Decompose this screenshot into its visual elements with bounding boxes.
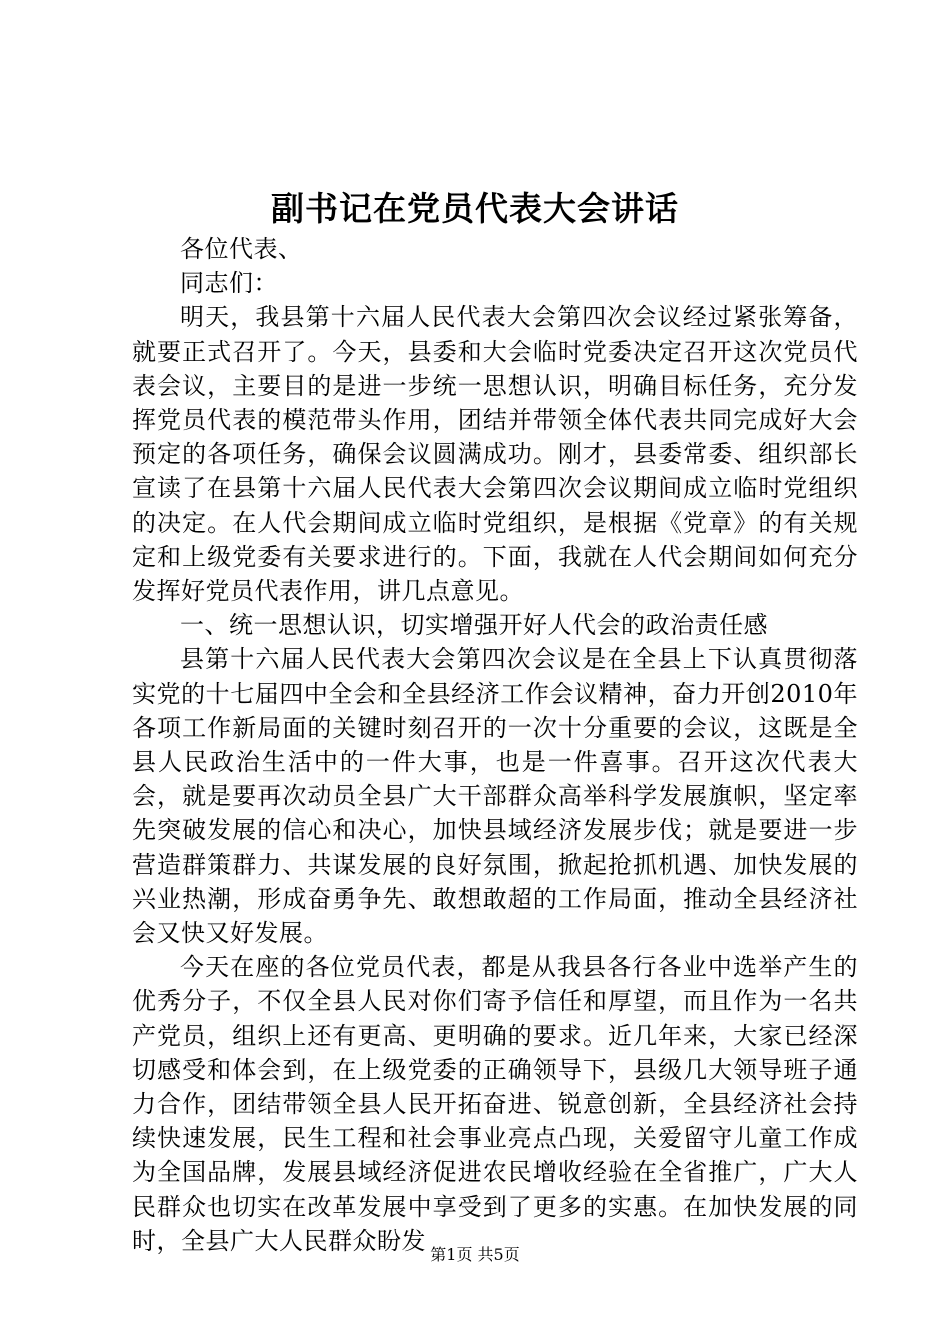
paragraph-intro: 明天，我县第十六届人民代表大会第四次会议经过紧张筹备，就要正式召开了。今天，县委和大会临时党委决定召开这次党员代表会议，主要目的是进一步统一思想认识，明确目标任务，充分发挥党员代表的模范带头作用，团结并带领全体代表共同完成好大会预定的各项任务，确保会议圆满成功。刚才，县委常委、组织部长宣读了在县第十六届人民代表大会第四次会议期间成立临时党组织的决定。在人代会期间成立临时党组织，是根据《党章》的有关规定和上级党委有关要求进行的。下面，我就在人代会期间如何充分发挥好党员代表作用，讲几点意见。 (132, 303, 858, 606)
document-body (132, 232, 858, 1258)
paragraph-delegates: 今天在座的各位党员代表，都是从我县各行各业中选举产生的优秀分子，不仅全县人民对你们寄予信任和厚望，而且作为一名共产党员，组织上还有更高、更明确的要求。近几年来，大家已经深切感受和体会到，在上级党委的正确领导下，县级几大领导班子通力合作，团结带领全县人民开拓奋进、锐意创新，全县经济社会持续快速发展，民生工程和社会事业亮点凸现，关爱留守儿童工作成为全国品牌，发展县域经济促进农民增收经验在全省推广，广大人民群众也切实在改革发展中享受到了更多的实惠。在加快发展的同时，全县广大人民群众盼发 (132, 953, 858, 1255)
salutation-line-2: 同志们： (180, 269, 278, 298)
document-title: 副书记在党员代表大会讲话 (271, 189, 679, 228)
section-heading-1: 一、统一思想认识，切实增强开好人代会的政治责任感 (180, 611, 768, 640)
page-footer: 第1页 共5页 (430, 1245, 520, 1264)
paragraph-section-1: 县第十六届人民代表大会第四次会议是在全县上下认真贯彻落实党的十七届四中全会和全县经济工作会议精神，奋力开创2010年各项工作新局面的关键时刻召开的一次十分重要的会议，这既是全县人民政治生活中的一件大事，也是一件喜事。召开这次代表大会，就是要再次动员全县广大干部群众高举科学发展旗帜，坚定率先突破发展的信心和决心，加快县域经济发展步伐；就是要进一步营造群策群力、共谋发展的良好氛围，掀起抢抓机遇、加快发展的兴业热潮，形成奋勇争先、敢想敢超的工作局面，推动全县经济社会又快又好发展。 (132, 645, 858, 948)
salutation-line-1: 各位代表、 (180, 235, 303, 263)
